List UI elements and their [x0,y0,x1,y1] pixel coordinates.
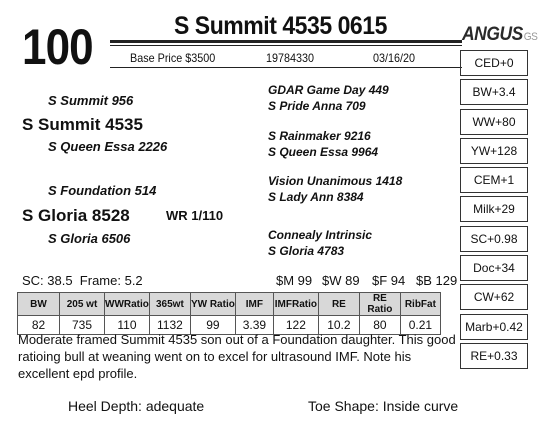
header-ribfat: RibFat [400,293,440,316]
value-re: 10.2 [318,316,359,335]
scrotal-frame-measures: SC: 38.5 Frame: 5.2 [22,273,143,288]
title-rule [110,40,462,47]
epd-ced: CED+0 [460,50,528,76]
value-imf: 3.39 [235,316,273,335]
index-f: $F 94 [372,273,406,288]
epd-bw: BW+3.4 [460,79,528,105]
value-365wt: 1132 [149,316,190,335]
pedigree-ds-dam: S Lady Ann 8384 [268,190,364,204]
epd-ww: WW+80 [460,109,528,135]
toe-shape: Toe Shape: Inside curve [308,398,459,414]
header-imfratio: IMFRatio [273,293,318,316]
epd-re: RE+0.33 [460,343,528,369]
info-rule [110,67,462,68]
pedigree-dam-sire: S Foundation 514 [48,183,157,198]
index-m: $M 99 [276,273,313,288]
pedigree-dam-dam: S Gloria 6506 [48,231,131,246]
index-w: $W 89 [322,273,360,288]
value-205wt: 735 [60,316,105,335]
weaning-ratio: WR 1/110 [166,208,224,223]
header-365wt: 365wt [149,293,190,316]
pedigree-sd-sire: S Rainmaker 9216 [268,129,371,143]
header-205wt: 205 wt [60,293,105,316]
epd-milk: Milk+29 [460,196,528,222]
epd-doc: Doc+34 [460,255,528,281]
header-wwratio: WWRatio [105,293,150,316]
header-reratio: RE Ratio [359,293,400,316]
value-bw: 82 [18,316,60,335]
value-reratio: 80 [359,316,400,335]
epd-cw: CW+62 [460,284,528,310]
pedigree-ds-sire: Vision Unanimous 1418 [268,174,403,188]
value-wwratio: 110 [105,316,150,335]
pedigree-sd-dam: S Queen Essa 9964 [268,145,379,159]
bull-comment: Moderate framed Summit 4535 son out of a Foundation daughter. This good ratioing bull at weaning went on to excel for ultrasound IMF. Note his excellent epd profile. [18,332,456,381]
pedigree-sire-sire: S Summit 956 [48,93,134,108]
pedigree-sire-dam: S Queen Essa 2226 [48,139,168,154]
epd-sc: SC+0.98 [460,226,528,252]
index-b: $B 129 [416,273,458,288]
value-ywratio: 99 [190,316,235,335]
pedigree-dam: S Gloria 8528 [22,206,130,225]
pedigree-dd-dam: S Gloria 4783 [268,244,345,258]
lot-number: 100 [22,19,93,75]
pedigree-ss-dam: S Pride Anna 709 [268,99,366,113]
epd-marb: Marb+0.42 [460,314,528,340]
header-bw: BW [18,293,60,316]
pedigree-sire: S Summit 4535 [22,115,143,134]
header-ywratio: YW Ratio [190,293,235,316]
angus-logo [462,24,537,46]
epd-column [460,50,528,372]
pedigree-dd-sire: Connealy Intrinsic [268,228,373,242]
epd-yw: YW+128 [460,138,528,164]
base-price: Base Price $3500 [130,51,216,65]
value-imfratio: 122 [273,316,318,335]
value-ribfat: 0.21 [400,316,440,335]
logo-main: ANGUS [462,24,523,45]
header-imf: IMF [235,293,273,316]
heel-depth: Heel Depth: adequate [68,398,205,414]
header-re: RE [318,293,359,316]
birth-date: 03/16/20 [373,51,416,65]
animal-name-title: S Summit 4535 0615 [174,12,387,40]
epd-cem: CEM+1 [460,167,528,193]
performance-table [17,292,441,335]
logo-suffix: GS [523,31,538,43]
performance-header-row [18,293,441,316]
registration-number: 19784330 [266,51,315,65]
pedigree-ss-sire: GDAR Game Day 449 [268,83,389,97]
